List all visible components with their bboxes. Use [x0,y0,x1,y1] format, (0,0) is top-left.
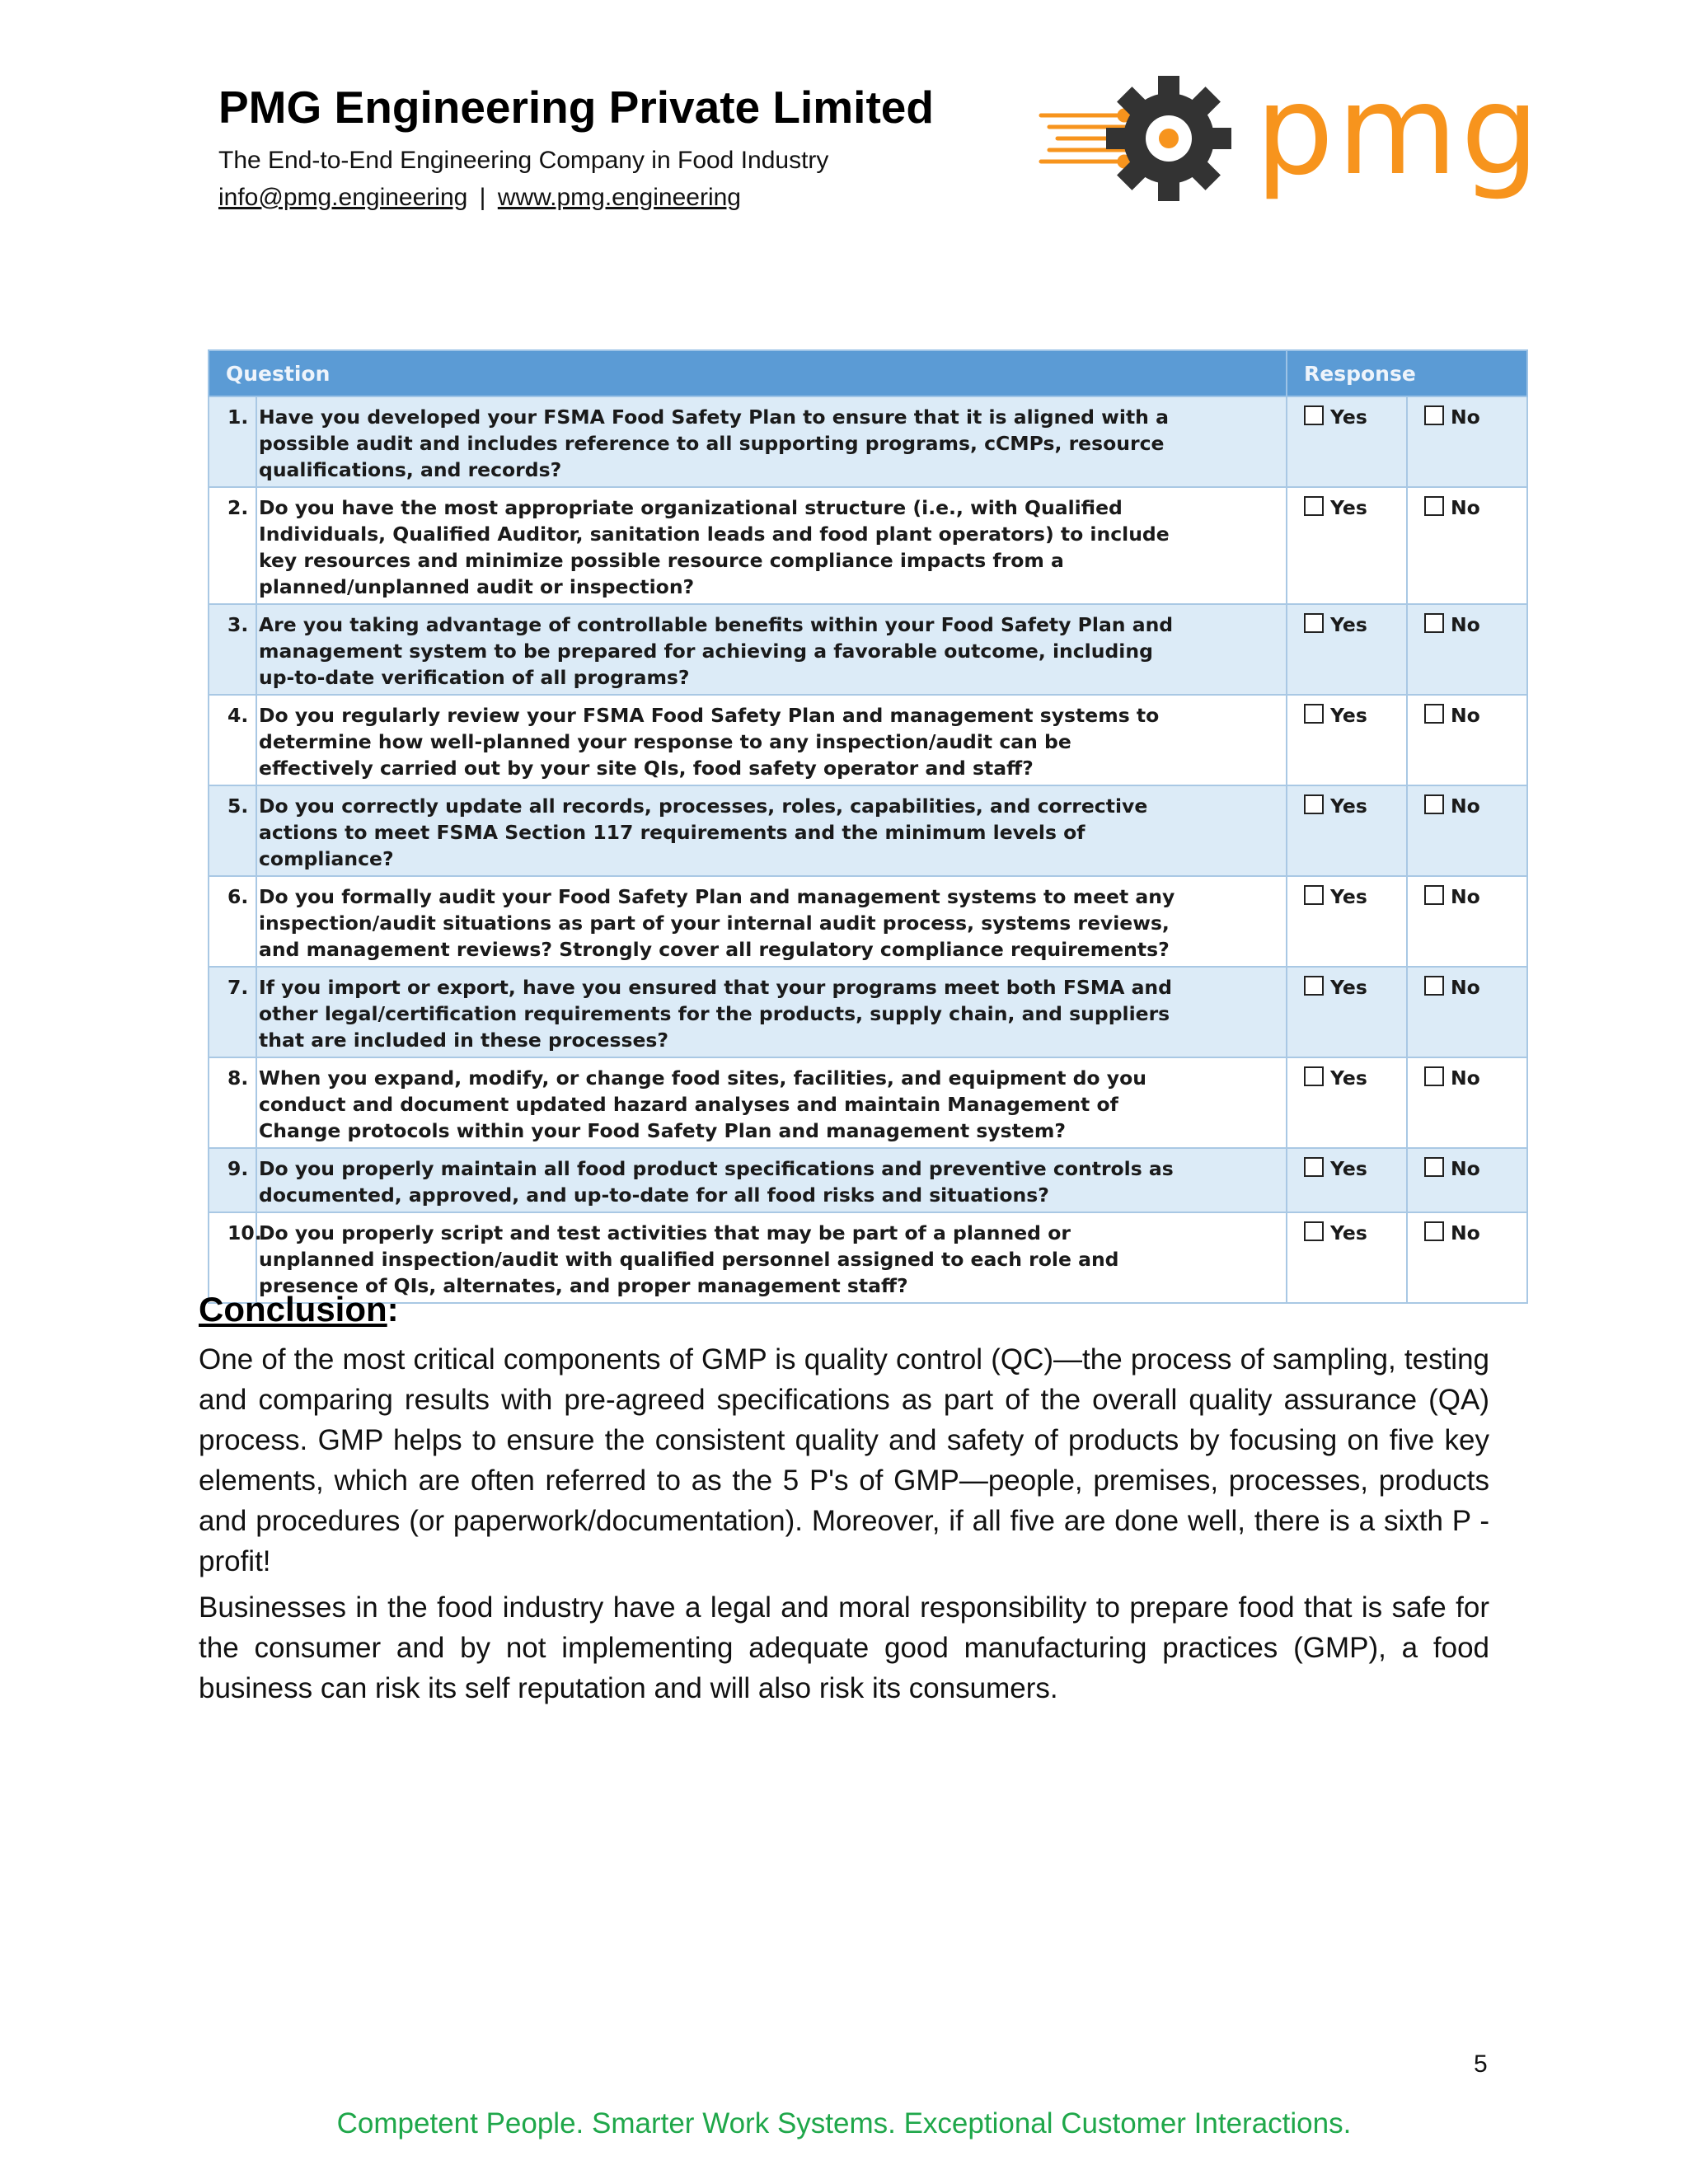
question-text [256,487,1287,604]
checkbox-no[interactable] [1424,1066,1444,1086]
question-line: other legal/certification requirements for the products, supply chain, and suppliers [259,1002,1170,1025]
question-line: unplanned inspection/audit with qualified personnel assigned to each role and [259,1248,1119,1271]
question-line: When you expand, modify, or change food sites, facilities, and equipment do you [259,1066,1146,1090]
question-number: 6. [209,876,256,967]
question-line: key resources and minimize possible resource compliance impacts from a [259,549,1064,572]
gear-icon [1106,76,1231,201]
table-row [209,695,1527,785]
question-line: Do you correctly update all records, processes, roles, capabilities, and corrective [259,794,1148,818]
table-row [209,785,1527,876]
checkbox-yes[interactable] [1304,1221,1324,1241]
question-line: Are you taking advantage of controllable benefits within your Food Safety Plan and [259,613,1174,636]
table-row [209,1148,1527,1212]
response-yes-label: Yes [1330,405,1367,429]
table-row [209,487,1527,604]
response-no-label: No [1451,613,1480,636]
checkbox-yes[interactable] [1304,885,1324,905]
question-number: 3. [209,604,256,695]
question-number: 1. [209,396,256,487]
response-no-label: No [1451,976,1480,999]
compliance-questionnaire [208,349,1528,1304]
contact-separator: | [479,184,486,211]
question-line: Do you formally audit your Food Safety Plan and management systems to meet any [259,885,1175,908]
question-text [256,1057,1287,1148]
question-number: 9. [209,1148,256,1212]
response-yes-option[interactable] [1287,967,1407,1057]
logo-wordmark: pmg [1255,59,1543,203]
checkbox-yes[interactable] [1304,613,1324,633]
response-yes-option[interactable] [1287,396,1407,487]
checkbox-yes[interactable] [1304,405,1324,425]
table-row [209,1057,1527,1148]
table-row [209,1212,1527,1303]
question-text [256,876,1287,967]
response-no-option[interactable] [1407,695,1527,785]
question-number: 2. [209,487,256,604]
response-no-label: No [1451,1221,1480,1244]
response-yes-label: Yes [1330,1157,1367,1180]
question-line: compliance? [259,847,394,870]
response-yes-option[interactable] [1287,876,1407,967]
pmg-logo [1037,59,1543,208]
question-line: Do you have the most appropriate organizational structure (i.e., with Qualified [259,496,1123,519]
page-number: 5 [1474,2050,1488,2078]
checkbox-no[interactable] [1424,496,1444,516]
response-no-label: No [1451,885,1480,908]
response-no-label: No [1451,405,1480,429]
response-yes-label: Yes [1330,885,1367,908]
conclusion-paragraph-2: Businesses in the food industry have a legal and moral responsibility to prepare food that is safe for the consumer and by not implementing adequate good manufacturing practices (GMP), a food business can risk its self reputation and will also risk its consumers. [199,1591,1489,1704]
checkbox-yes[interactable] [1304,1066,1324,1086]
response-yes-label: Yes [1330,1066,1367,1090]
checkbox-no[interactable] [1424,405,1444,425]
question-line: presence of QIs, alternates, and proper management staff? [259,1274,908,1297]
company-tagline: The End-to-End Engineering Company in Food Industry [218,147,829,174]
table-header-row [209,350,1527,396]
question-line: actions to meet FSMA Section 117 requirements and the minimum levels of [259,821,1085,844]
conclusion-paragraph-1: One of the most critical components of GMP is quality control (QC)—the process of sampling, testing and comparing results with pre-agreed specifications as part of the overall quality assurance (QA) process. GMP helps to ensure the consistent quality and safety of products by focusing on five key elements, which are often referred to as the 5 P's of GMP—people, premises, processes, products and procedures (or paperwork/documentation). Moreover, if all five are done well, there is a sixth P -profit! [199,1343,1489,1577]
question-line: that are included in these processes? [259,1029,668,1052]
response-no-option[interactable] [1407,1148,1527,1212]
question-text [256,785,1287,876]
response-yes-option[interactable] [1287,487,1407,604]
response-no-option[interactable] [1407,1212,1527,1303]
question-text [256,1212,1287,1303]
response-yes-option[interactable] [1287,785,1407,876]
conclusion-heading-text: Conclusion [199,1290,387,1329]
checkbox-no[interactable] [1424,794,1444,814]
response-no-option[interactable] [1407,785,1527,876]
table-row [209,396,1527,487]
response-yes-label: Yes [1330,794,1367,818]
checkbox-no[interactable] [1424,1221,1444,1241]
checkbox-yes[interactable] [1304,976,1324,996]
response-no-option[interactable] [1407,396,1527,487]
question-line: effectively carried out by your site QIs, food safety operator and staff? [259,757,1034,780]
checkbox-no[interactable] [1424,885,1444,905]
website-link[interactable]: www.pmg.engineering [497,184,741,211]
checkbox-no[interactable] [1424,613,1444,633]
question-line: documented, approved, and up-to-date for all food risks and situations? [259,1183,1049,1207]
question-line: Do you properly maintain all food product specifications and preventive controls as [259,1157,1174,1180]
question-text [256,604,1287,695]
question-number: 10. [209,1212,256,1303]
response-no-option[interactable] [1407,604,1527,695]
response-yes-option[interactable] [1287,1148,1407,1212]
company-name: PMG Engineering Private Limited [218,82,934,133]
question-text [256,695,1287,785]
question-line: qualifications, and records? [259,458,562,481]
response-no-label: No [1451,1157,1480,1180]
response-no-option[interactable] [1407,876,1527,967]
response-no-label: No [1451,496,1480,519]
question-line: Have you developed your FSMA Food Safety Plan to ensure that it is aligned with a [259,405,1169,429]
question-number: 7. [209,967,256,1057]
response-yes-option[interactable] [1287,604,1407,695]
question-line: determine how well-planned your response to any inspection/audit can be [259,730,1071,753]
response-yes-label: Yes [1330,613,1367,636]
response-yes-label: Yes [1330,1221,1367,1244]
question-number: 8. [209,1057,256,1148]
questions-body [209,396,1527,1303]
contact-line [218,184,741,212]
response-no-label: No [1451,1066,1480,1090]
checkbox-no[interactable] [1424,704,1444,724]
response-no-label: No [1451,794,1480,818]
footer-slogan: Competent People. Smarter Work Systems. Exceptional Customer Interactions. [336,2107,1352,2139]
question-line: If you import or export, have you ensured that your programs meet both FSMA and [259,976,1172,999]
response-no-label: No [1451,704,1480,727]
response-yes-label: Yes [1330,976,1367,999]
checkbox-yes[interactable] [1304,794,1324,814]
question-line: and management reviews? Strongly cover all regulatory compliance requirements? [259,938,1170,961]
response-no-option[interactable] [1407,487,1527,604]
question-line: Do you properly script and test activities that may be part of a planned or [259,1221,1071,1244]
question-line: Do you regularly review your FSMA Food Safety Plan and management systems to [259,704,1160,727]
response-header: Response [1287,350,1527,396]
response-yes-label: Yes [1330,704,1367,727]
response-yes-option[interactable] [1287,1057,1407,1148]
question-line: conduct and document updated hazard analyses and maintain Management of [259,1093,1118,1116]
response-yes-option[interactable] [1287,695,1407,785]
question-line: Change protocols within your Food Safety Plan and management system? [259,1119,1066,1142]
question-line: possible audit and includes reference to all supporting programs, cCMPs, resource [259,432,1165,455]
checkbox-yes[interactable] [1304,1157,1324,1177]
checkbox-yes[interactable] [1304,496,1324,516]
question-text [256,396,1287,487]
table-row [209,604,1527,695]
question-header: Question [209,350,1287,396]
question-line: inspection/audit situations as part of your internal audit process, systems reviews, [259,912,1170,935]
question-line: Individuals, Qualified Auditor, sanitation leads and food plant operators) to include [259,523,1170,546]
table-row [209,876,1527,967]
question-line: management system to be prepared for achieving a favorable outcome, including [259,640,1153,663]
response-yes-label: Yes [1330,496,1367,519]
checkbox-no[interactable] [1424,976,1444,996]
response-no-option[interactable] [1407,967,1527,1057]
question-text [256,967,1287,1057]
checkbox-no[interactable] [1424,1157,1444,1177]
response-yes-option[interactable] [1287,1212,1407,1303]
conclusion-heading [199,1290,399,1329]
question-line: planned/unplanned audit or inspection? [259,575,695,598]
email-link[interactable]: info@pmg.engineering [218,184,468,211]
checkbox-yes[interactable] [1304,704,1324,724]
question-line: up-to-date verification of all programs? [259,666,690,689]
table-row [209,967,1527,1057]
question-number: 5. [209,785,256,876]
response-no-option[interactable] [1407,1057,1527,1148]
conclusion-heading-colon: : [387,1290,399,1329]
question-text [256,1148,1287,1212]
question-number: 4. [209,695,256,785]
